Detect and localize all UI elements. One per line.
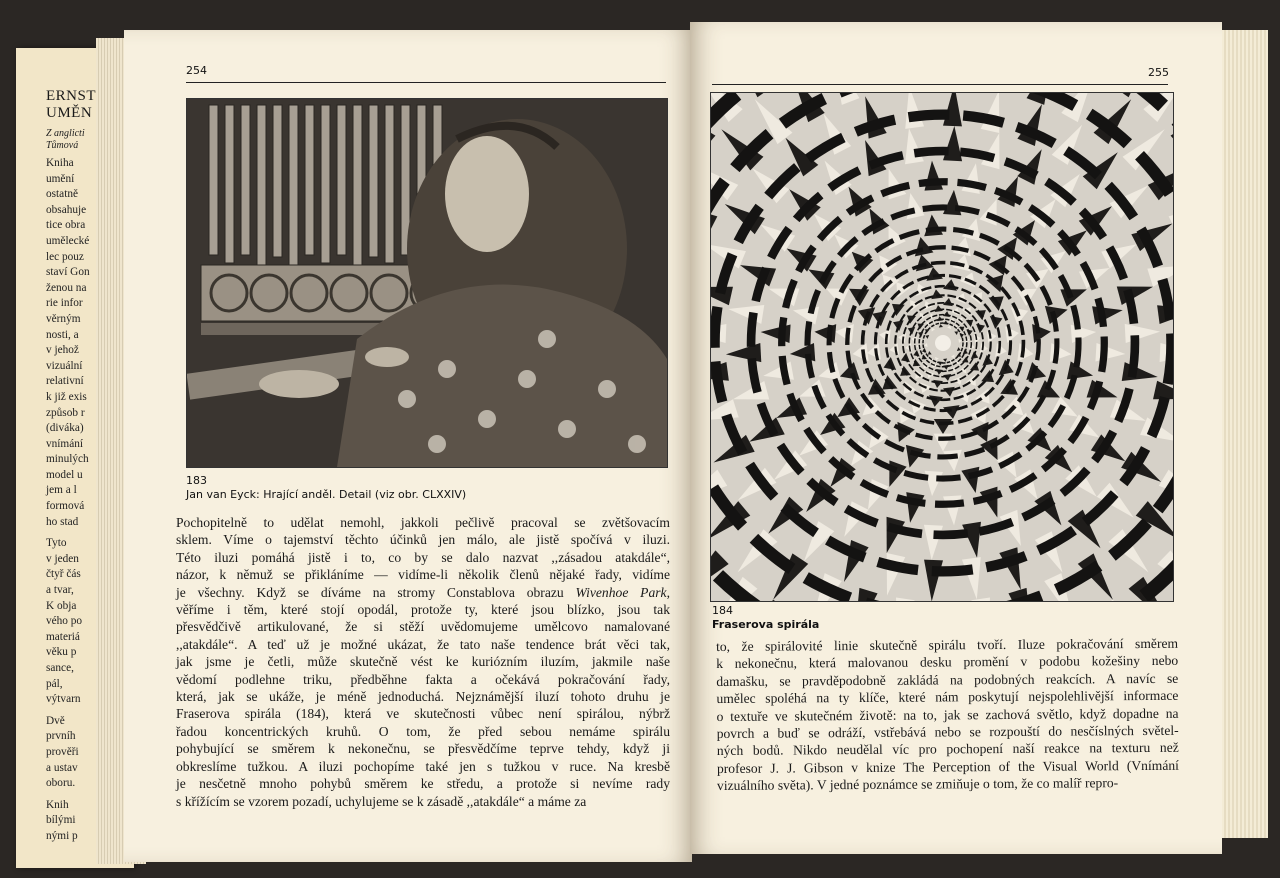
header-rule (186, 82, 666, 83)
text-line: Této iluzi pomáhá jistě i to, co by se dalo nazvat ,,zásadou atakdále“, (176, 549, 670, 565)
back-book-line: rie infor (46, 297, 83, 310)
back-book-line: věrným (46, 312, 81, 325)
back-book-line: v jeden (46, 552, 79, 565)
text-line: Fraserova spirála (184), která ve skutečnosti vůbec není spirálou, nýbrž (176, 706, 670, 722)
back-book-line: čtyř čás (46, 568, 81, 581)
back-book-line: jem a l (46, 484, 77, 497)
back-book-translator-line: Tůmová (46, 140, 79, 151)
text-line: řadou koncentrických kruhů. O tom, že před sebou nemáme spirálu (176, 723, 670, 739)
back-book-line: Kniha (46, 157, 74, 169)
back-book-line: materiá (46, 630, 80, 643)
text-line: umělec spoléhá na ty klíče, které nám poskytují nejspolehlivější informace (716, 687, 1179, 707)
figure-number: 184 (712, 604, 733, 617)
back-book-line: staví Gon (46, 266, 90, 279)
back-book-line: v jehož (46, 344, 79, 357)
page-number: 255 (1148, 66, 1169, 79)
spiral-center (935, 335, 951, 351)
text-line: pohybující se směrem k nekonečnu, se přesvědčíme teprve tehdy, když ji (176, 741, 670, 757)
back-book-line: prověři (46, 745, 79, 758)
figure-caption-text: Jan van Eyck: Hrající anděl. Detail (viz obr. CLXXIV) (186, 488, 467, 501)
back-book-line: formová (46, 500, 85, 513)
back-book-line: vizuální (46, 359, 83, 372)
text-line: vědomí podlehne triku, předběhne fakta a očekává pokračování řady, (176, 671, 670, 687)
back-book-line: nými p (46, 829, 78, 842)
text-line: obkreslíme tužkou. A iluzi pochopíme také jen s tužkou v ruce. Na kresbě (176, 758, 670, 774)
figure-number: 183 (186, 474, 207, 487)
back-book-line: a ustav (46, 761, 78, 774)
back-book-line: oboru. (46, 777, 76, 790)
text-line: věříme i těm, které stojí opodál, protože ty, které jsou blízko, jsou tak (176, 602, 670, 618)
text-line: je všechny. Když se díváme na stromy Constablova obrazu Wivenhoe Park, (176, 584, 670, 600)
back-book-heading-line: ERNST (46, 88, 97, 104)
text-line: ,,atakdále“. A teď už je možné ukázat, že tato naše tendence brát věci tak, (176, 636, 670, 652)
back-book-line: minulých (46, 453, 89, 466)
back-book-line: relativní (46, 375, 84, 388)
back-book-line: Knih (46, 798, 69, 811)
figure-184-caption (712, 604, 819, 632)
text-line: damašku, se pravděpodobně zakládá na podobných reakcích. A navíc se (716, 670, 1179, 689)
text-line: která, jak se ukáže, je méně jednoduchá. Nejznámější iluzí tohoto druhu je (176, 689, 670, 705)
back-book-translator-line: Z anglicti (46, 128, 85, 139)
angel-organ-illustration (187, 99, 667, 467)
back-book-line: pál, (46, 677, 63, 690)
figure-playing-angel (186, 98, 668, 468)
right-page (690, 22, 1222, 854)
text-line: povrch a buď se odráží, vstřebává nebo se rozpouští do nesčíslných světel- (716, 722, 1179, 742)
text-line: je nesčetně mnoho pohybů směrem ke středu, a protože si nevíme rady (176, 776, 670, 792)
back-book-line: výtvarn (46, 693, 81, 706)
left-page (124, 30, 692, 862)
text-line: ných bodů. Nikdo neudělal víc pro pochopení naší reakce na texturu než (716, 740, 1179, 759)
back-book-line: K obja (46, 599, 77, 612)
back-book-line: lec pouz (46, 250, 84, 263)
back-book-line: Dvě (46, 714, 65, 727)
back-book-line: vého po (46, 615, 83, 628)
back-book-line: umělecké (46, 234, 90, 247)
back-book-line: věku p (46, 646, 77, 659)
back-book-line: (diváka) (46, 422, 84, 435)
left-page-body-text (176, 514, 670, 810)
text-line: Pochopitelně to udělat nemohl, jakkoli pečlivě pracoval se zvětšovacím (176, 515, 670, 530)
back-book-line: model u (46, 468, 83, 481)
back-book-line: Tyto (46, 537, 67, 550)
back-book-line: způsob r (46, 406, 85, 419)
text-line: sklem. Víme o tajemství těchto účinků jen málo, ale jistě spočívá v iluzi. (176, 532, 670, 548)
text-line: vizuálního světa). V jedné poznámce se zmiňuje o tom, že co malíř repro- (716, 775, 1119, 794)
header-rule (712, 84, 1168, 85)
text-line: o textuře ve skutečném životě: na to, jak se zachová světlo, když dopadne na (716, 705, 1179, 724)
page-number: 254 (186, 64, 207, 77)
back-book-line: vnímání (46, 437, 84, 450)
back-book-line: ho stad (46, 515, 79, 528)
text-line: to, že spirálovité linie skutečně spirálu tvoří. Iluze pokračování směrem (716, 635, 1179, 654)
right-page-body-text (716, 635, 1179, 795)
text-line: jak jsme je četli, může skutečně vést ke kuriózním iluzím, jakmile naše (176, 654, 670, 670)
painting-title: Wivenhoe Park (575, 584, 667, 600)
figure-183-caption (186, 474, 466, 502)
figure-fraser-spiral (710, 92, 1174, 602)
back-book-line: tice obra (46, 219, 86, 232)
back-book-line: ostatně (46, 188, 78, 201)
back-book-line: nosti, a (46, 328, 79, 341)
back-book-line: umění (46, 172, 75, 185)
text-line: profesor J. J. Gibson v knize The Perception of the Visual World (Vnímání (716, 757, 1179, 776)
back-book-heading-line: UMĚN (46, 105, 93, 121)
text-line: s křížícím se vzorem pozadí, uchylujeme se k zásadě ,,atakdále“ a máme za (176, 793, 587, 809)
figure-caption-text: Fraserova spirála (712, 618, 820, 631)
fraser-spiral-illusion (711, 93, 1173, 601)
back-book-line: k již exis (46, 390, 87, 403)
back-book-line: prvníh (46, 730, 76, 743)
text-line: názor, k němuž se přikláníme — vidíme-li několik členů nějaké řady, vidíme (176, 567, 670, 583)
back-book-line: ženou na (46, 281, 87, 294)
back-book-line: sance, (46, 662, 74, 674)
text-line: přesvědčivě artikulované, že si stěží uvědomujeme umělcovo namalované (176, 619, 670, 635)
back-book-line: a tvar, (46, 584, 74, 597)
text-line: k nekonečnu, která malovanou desku promění v podobu kožešiny nebo (716, 653, 1179, 672)
back-book-line: bílými (46, 814, 76, 827)
back-book-line: obsahuje (46, 203, 87, 216)
